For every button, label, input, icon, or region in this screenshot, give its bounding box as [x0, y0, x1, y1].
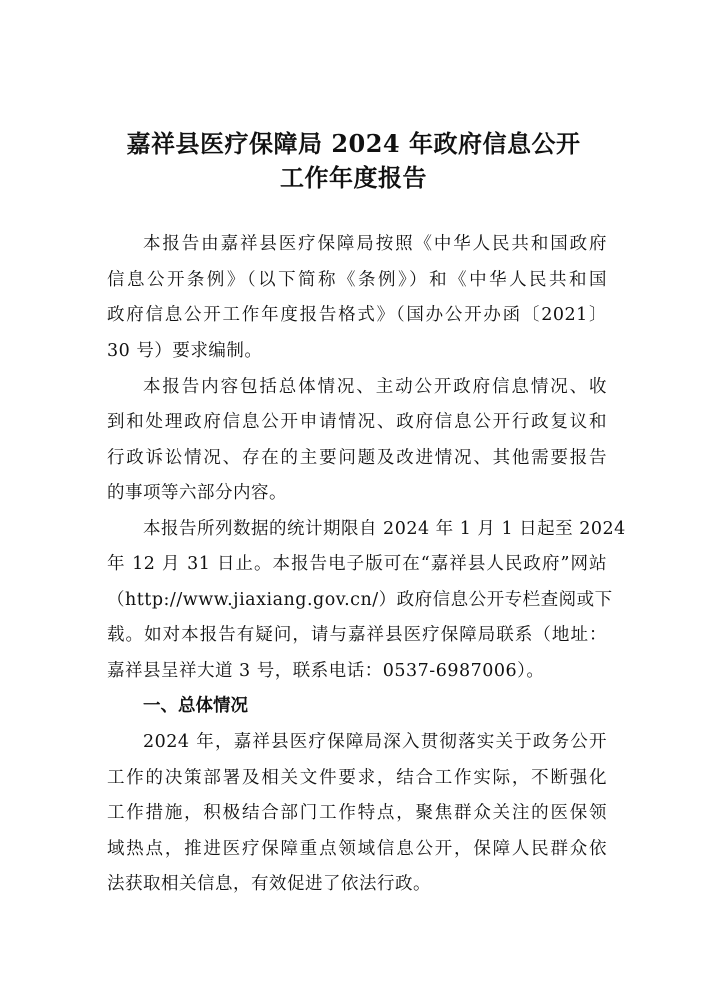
paragraph-line: 载。如对本报告有疑问，请与嘉祥县医疗保障局联系（地址：	[107, 625, 607, 645]
paragraph-line: 信息公开条例》（以下简称《条例》）和《中华人民共和国	[107, 270, 607, 290]
paragraph-line: 嘉祥县呈祥大道 3 号，联系电话：0537-6987006）。	[107, 661, 545, 681]
paragraph-line: 30 号）要求编制。	[107, 341, 263, 361]
paragraph-line: 行政诉讼情况、存在的主要问题及改进情况、其他需要报告	[107, 448, 607, 468]
document-title-line-2: 工作年度报告	[280, 163, 427, 192]
document-title-line-1: 嘉祥县医疗保障局 2024 年政府信息公开	[126, 129, 581, 158]
paragraph-line: 本报告内容包括总体情况、主动公开政府信息情况、收	[143, 377, 607, 397]
paragraph-line: 本报告由嘉祥县医疗保障局按照《中华人民共和国政府	[143, 234, 607, 254]
paragraph-line: 的事项等六部分内容。	[107, 483, 287, 503]
paragraph-line: 域热点，推进医疗保障重点领域信息公开，保障人民群众依	[107, 839, 607, 859]
paragraph-line: 本报告所列数据的统计期限自 2024 年 1 月 1 日起至 2024	[143, 519, 626, 539]
paragraph-line: 工作的决策部署及相关文件要求，结合工作实际，不断强化	[107, 768, 607, 788]
paragraph-line: 政府信息公开工作年度报告格式》（国办公开办函〔2021〕	[107, 305, 607, 325]
paragraph-line: 到和处理政府信息公开申请情况、政府信息公开行政复议和	[107, 412, 607, 432]
paragraph-line: 2024 年，嘉祥县医疗保障局深入贯彻落实关于政务公开	[143, 732, 607, 752]
paragraph-line: （http://www.jiaxiang.gov.cn/）政府信息公开专栏查阅或下	[107, 590, 613, 610]
paragraph-line: 工作措施，积极结合部门工作特点，聚焦群众关注的医保领	[107, 803, 607, 823]
section-heading: 一、总体情况	[143, 696, 248, 716]
paragraph-line: 法获取相关信息，有效促进了依法行政。	[107, 874, 431, 894]
paragraph-line: 年 12 月 31 日止。本报告电子版可在“嘉祥县人民政府”网站	[107, 554, 607, 574]
